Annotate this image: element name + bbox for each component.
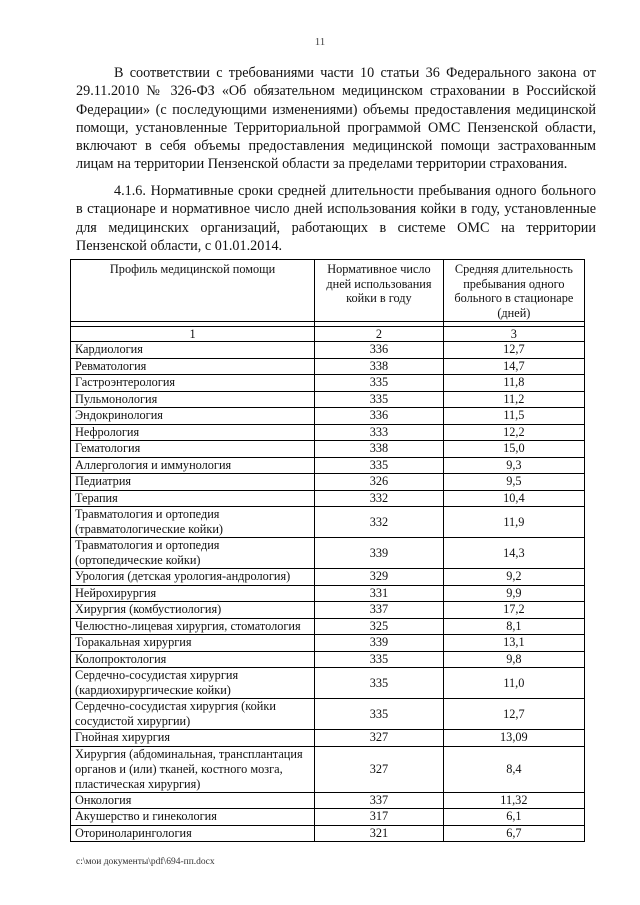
table-row — [71, 569, 585, 586]
cell-profile: Оториноларингология — [71, 825, 315, 842]
col-number-1: 1 — [71, 327, 315, 342]
cell-avg-stay: 9,8 — [443, 651, 584, 668]
cell-bed-days: 337 — [315, 792, 444, 809]
cell-avg-stay: 12,7 — [443, 699, 584, 730]
cell-avg-stay: 12,2 — [443, 424, 584, 441]
table-row — [71, 507, 585, 538]
cell-avg-stay: 9,3 — [443, 457, 584, 474]
cell-avg-stay: 8,1 — [443, 618, 584, 635]
cell-profile: Хирургия (комбустиология) — [71, 602, 315, 619]
cell-bed-days: 338 — [315, 358, 444, 375]
table-row — [71, 408, 585, 425]
cell-profile: Торакальная хирургия — [71, 635, 315, 652]
cell-bed-days: 336 — [315, 342, 444, 359]
table-row — [71, 825, 585, 842]
cell-profile: Онкология — [71, 792, 315, 809]
table-column-numbers — [71, 327, 585, 342]
cell-profile: Травматология и ортопедия (травматологические койки) — [71, 507, 315, 538]
cell-avg-stay: 9,2 — [443, 569, 584, 586]
cell-profile: Гастроэнтерология — [71, 375, 315, 392]
cell-avg-stay: 6,1 — [443, 809, 584, 826]
cell-bed-days: 339 — [315, 538, 444, 569]
cell-bed-days: 333 — [315, 424, 444, 441]
paragraph-legal-basis: В соответствии с требованиями части 10 статьи 36 Федерального закона от 29.11.2010 № 326-ФЗ «Об обязательном медицинском страховании в Российской Федерации» (с последующими изменениями) объемы предоставления медицинской помощи, установленные Территориальной программой ОМС Пензенской области, включают в себя объемы предоставления медицинской помощи застрахованным лицам на территории Пензенской области за пределами территории страхования. — [76, 65, 596, 173]
cell-bed-days: 335 — [315, 699, 444, 730]
cell-bed-days: 327 — [315, 746, 444, 792]
cell-avg-stay: 13,09 — [443, 730, 584, 747]
cell-profile: Хирургия (абдоминальная, трансплантация органов и (или) тканей, костного мозга, пластическая хирургия) — [71, 746, 315, 792]
table-row — [71, 474, 585, 491]
cell-avg-stay: 12,7 — [443, 342, 584, 359]
cell-profile: Урология (детская урология-андрология) — [71, 569, 315, 586]
table-row — [71, 668, 585, 699]
col-number-3: 3 — [443, 327, 584, 342]
table-row — [71, 424, 585, 441]
table-row — [71, 538, 585, 569]
cell-profile: Пульмонология — [71, 391, 315, 408]
table-row — [71, 457, 585, 474]
cell-bed-days: 332 — [315, 490, 444, 507]
table-row — [71, 358, 585, 375]
table-row — [71, 746, 585, 792]
cell-bed-days: 327 — [315, 730, 444, 747]
cell-bed-days: 331 — [315, 585, 444, 602]
cell-bed-days: 335 — [315, 668, 444, 699]
cell-profile: Нефрология — [71, 424, 315, 441]
table-row — [71, 342, 585, 359]
cell-avg-stay: 11,32 — [443, 792, 584, 809]
cell-profile: Нейрохирургия — [71, 585, 315, 602]
cell-avg-stay: 9,5 — [443, 474, 584, 491]
cell-profile: Кардиология — [71, 342, 315, 359]
cell-bed-days: 317 — [315, 809, 444, 826]
cell-bed-days: 335 — [315, 457, 444, 474]
cell-avg-stay: 17,2 — [443, 602, 584, 619]
cell-profile: Акушерство и гинекология — [71, 809, 315, 826]
col-number-2: 2 — [315, 327, 444, 342]
norms-table — [70, 259, 585, 842]
cell-avg-stay: 11,8 — [443, 375, 584, 392]
cell-profile: Аллергология и иммунология — [71, 457, 315, 474]
table-row — [71, 441, 585, 458]
table-row — [71, 490, 585, 507]
table-row — [71, 730, 585, 747]
paragraph-section-4-1-6: 4.1.6. Нормативные сроки средней длительности пребывания одного больного в стационаре и нормативное число дней использования койки в году, установленные для медицинских организаций, работающих в системе ОМС на территории Пензенской области, с 01.01.2014. — [76, 183, 596, 254]
cell-profile: Челюстно-лицевая хирургия, стоматология — [71, 618, 315, 635]
cell-avg-stay: 14,3 — [443, 538, 584, 569]
table-row — [71, 651, 585, 668]
table-row — [71, 375, 585, 392]
table-row — [71, 699, 585, 730]
cell-profile: Эндокринология — [71, 408, 315, 425]
cell-avg-stay: 8,4 — [443, 746, 584, 792]
header-profile: Профиль медицинской помощи — [71, 260, 315, 322]
table-header-row — [71, 260, 585, 322]
cell-bed-days: 332 — [315, 507, 444, 538]
cell-bed-days: 335 — [315, 375, 444, 392]
page-number: 11 — [314, 36, 326, 48]
cell-profile: Терапия — [71, 490, 315, 507]
cell-bed-days: 336 — [315, 408, 444, 425]
footer-file-path: c:\мои документы\pdf\694-пп.docx — [76, 857, 215, 867]
table-row — [71, 391, 585, 408]
cell-bed-days: 337 — [315, 602, 444, 619]
cell-avg-stay: 11,0 — [443, 668, 584, 699]
cell-bed-days: 326 — [315, 474, 444, 491]
cell-avg-stay: 11,9 — [443, 507, 584, 538]
cell-profile: Гнойная хирургия — [71, 730, 315, 747]
cell-avg-stay: 11,5 — [443, 408, 584, 425]
cell-profile: Колопроктология — [71, 651, 315, 668]
table-row — [71, 792, 585, 809]
header-avg-stay: Средняя длительность пребывания одного больного в стационаре (дней) — [443, 260, 584, 322]
cell-avg-stay: 14,7 — [443, 358, 584, 375]
table-row — [71, 602, 585, 619]
cell-avg-stay: 15,0 — [443, 441, 584, 458]
table-body — [71, 342, 585, 842]
cell-avg-stay: 13,1 — [443, 635, 584, 652]
cell-profile: Сердечно-сосудистая хирургия (кардиохирургические койки) — [71, 668, 315, 699]
table-row — [71, 618, 585, 635]
cell-bed-days: 335 — [315, 391, 444, 408]
table-row — [71, 809, 585, 826]
table-row — [71, 635, 585, 652]
cell-avg-stay: 11,2 — [443, 391, 584, 408]
cell-bed-days: 339 — [315, 635, 444, 652]
cell-avg-stay: 6,7 — [443, 825, 584, 842]
cell-bed-days: 329 — [315, 569, 444, 586]
cell-bed-days: 325 — [315, 618, 444, 635]
cell-bed-days: 335 — [315, 651, 444, 668]
table-row — [71, 585, 585, 602]
cell-profile: Травматология и ортопедия (ортопедические койки) — [71, 538, 315, 569]
cell-profile: Гематология — [71, 441, 315, 458]
cell-avg-stay: 10,4 — [443, 490, 584, 507]
header-bed-days: Нормативное число дней использования койки в году — [315, 260, 444, 322]
cell-bed-days: 321 — [315, 825, 444, 842]
cell-profile: Педиатрия — [71, 474, 315, 491]
cell-profile: Сердечно-сосудистая хирургия (койки сосудистой хирургии) — [71, 699, 315, 730]
cell-avg-stay: 9,9 — [443, 585, 584, 602]
cell-profile: Ревматология — [71, 358, 315, 375]
cell-bed-days: 338 — [315, 441, 444, 458]
